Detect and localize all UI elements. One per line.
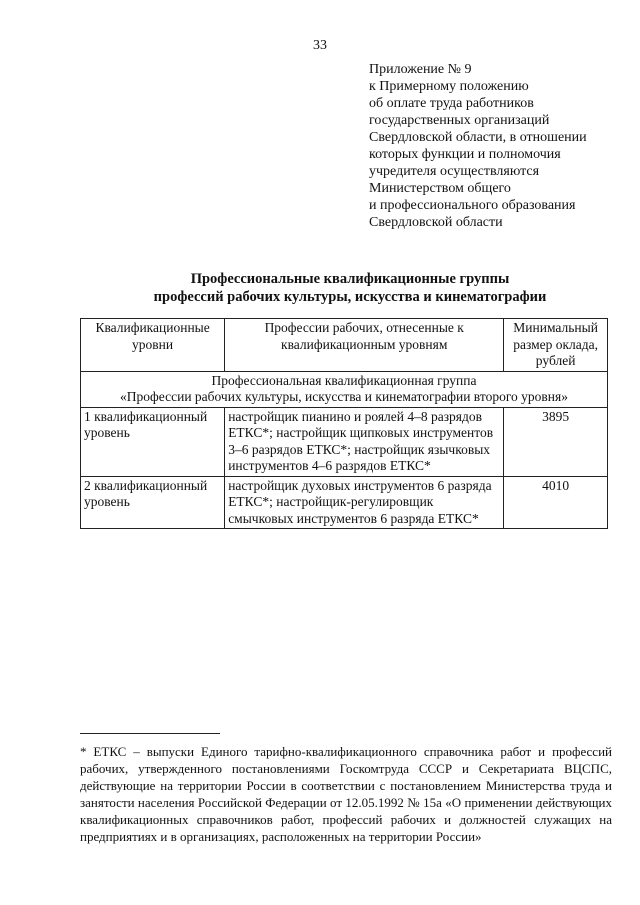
- group-row: [81, 371, 608, 407]
- footnote: * ЕТКС – выпуски Единого тарифно-квалификационного справочника работ и профессий рабочих, утвержденного постановлениями Госкомтруда СССР и Секретариата ВЦСПС, действующие на территории России в соответствии с постановлением Министерства труда и занятости населения Российской Федерации от 12.05.1992 № 15а «О применении действующих квалификационных справочников работ, профессий рабочих и должностей служащих на предприятиях и в организациях, расположенных на территории России»: [80, 744, 612, 844]
- appendix-block: [369, 61, 631, 231]
- header-levels: Квалификационные уровни: [81, 319, 225, 372]
- title-line: профессий рабочих культуры, искусства и кинематографии: [153, 289, 547, 305]
- title-line: Профессиональные квалификационные группы: [190, 271, 510, 287]
- appendix-line: Свердловской области, в отношении: [369, 130, 587, 145]
- level-cell: 2 квалификационный уровень: [81, 476, 225, 529]
- document-title: [0, 270, 640, 306]
- appendix-line: Приложение № 9: [369, 62, 472, 77]
- table-header-row: [81, 319, 608, 372]
- header-professions: Профессии рабочих, отнесенные к квалификационным уровням: [225, 319, 504, 372]
- table-row: [81, 407, 608, 476]
- salary-cell: 4010: [504, 476, 608, 529]
- appendix-line: и профессионального образования: [369, 198, 576, 213]
- level-cell: 1 квалификационный уровень: [81, 407, 225, 476]
- qualification-table: [80, 318, 608, 529]
- appendix-line: к Примерному положению: [369, 79, 529, 94]
- page-number: 33: [313, 38, 327, 53]
- group-cell: [81, 371, 608, 407]
- appendix-line: государственных организаций: [369, 113, 550, 128]
- group-line: Профессиональная квалификационная группа: [211, 372, 477, 388]
- header-salary: Минимальный размер оклада, рублей: [504, 319, 608, 372]
- appendix-line: учредителя осуществляются: [369, 164, 540, 179]
- appendix-line: Свердловской области: [369, 215, 503, 230]
- footnote-divider: [80, 733, 220, 734]
- appendix-line: которых функции и полномочия: [369, 147, 561, 162]
- table-row: [81, 476, 608, 529]
- appendix-line: об оплате труда работников: [369, 96, 534, 111]
- group-line: «Профессии рабочих культуры, искусства и кинематографии второго уровня»: [120, 389, 568, 404]
- professions-cell: настройщик духовых инструментов 6 разряда ЕТКС*; настройщик-регулировщик смычковых инструментов 6 разряда ЕТКС*: [225, 476, 504, 529]
- salary-cell: 3895: [504, 407, 608, 476]
- appendix-line: Министерством общего: [369, 181, 511, 196]
- professions-cell: настройщик пианино и роялей 4–8 разрядов ЕТКС*; настройщик щипковых инструментов 3–6 разрядов ЕТКС*; настройщик язычковых инструментов 4–6 разрядов ЕТКС*: [225, 407, 504, 476]
